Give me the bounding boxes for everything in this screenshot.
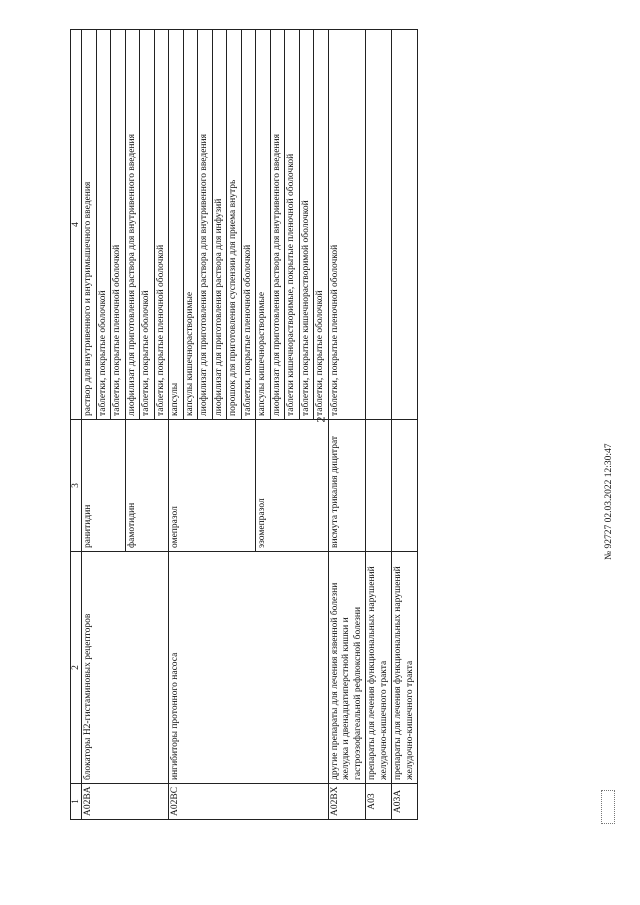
drug-table	[70, 29, 418, 820]
document-footer	[604, 444, 614, 560]
dosage-form: таблетки, покрытые оболочкой	[96, 30, 111, 420]
header-col-1: 1	[71, 784, 82, 820]
atc-code: A02BX	[328, 784, 366, 820]
header-col-2: 2	[71, 552, 82, 784]
atc-code: A02BA	[82, 784, 169, 820]
drug-name: висмута трикалия дицитрат	[328, 420, 366, 552]
dosage-form: лиофилизат для приготовления раствора для внутривенного введения	[125, 30, 140, 420]
group-name: другие препараты для лечения язвенной болезни желудка и двенадцатиперстной кишки и гастроэзофагеальной рефлюксной болезни	[328, 552, 366, 784]
table-row	[169, 30, 184, 820]
atc-code: A03A	[392, 784, 418, 820]
header-col-3: 3	[71, 420, 82, 552]
dosage-form: таблетки, покрытые оболочкой	[140, 30, 155, 420]
atc-code: A02BC	[169, 784, 329, 820]
drug-name: омепразол	[169, 420, 256, 552]
dosage-form	[392, 30, 418, 420]
table-row	[366, 30, 392, 820]
dosage-form: капсулы кишечнорастворимые	[183, 30, 198, 420]
dosage-form: таблетки, покрытые пленочной оболочкой	[241, 30, 256, 420]
group-name: блокаторы Н2-гистаминовых рецепторов	[82, 552, 169, 784]
group-name: ингибиторы протонного насоса	[169, 552, 329, 784]
dosage-form: порошок для приготовления суспензии для приема внутрь	[227, 30, 242, 420]
group-name: препараты для лечения функциональных нарушений желудочно-кишечного тракта	[366, 552, 392, 784]
dosage-form: таблетки, покрытые пленочной оболочкой	[154, 30, 169, 420]
drug-name: ранитидин	[82, 420, 126, 552]
table-row	[82, 30, 97, 820]
dosage-form: лиофилизат для приготовления раствора для внутривенного введения	[270, 30, 285, 420]
dosage-form: таблетки, покрытые оболочкой	[314, 30, 329, 420]
header-row	[71, 30, 82, 820]
page-number: 2	[313, 416, 328, 423]
atc-code: A03	[366, 784, 392, 820]
dosage-form: лиофилизат для приготовления раствора для инфузий	[212, 30, 227, 420]
header-col-4: 4	[71, 30, 82, 420]
doc-datetime: 02.03.2022 12:30:47	[604, 443, 614, 523]
drug-name	[392, 420, 418, 552]
drug-name	[366, 420, 392, 552]
dosage-form: капсулы	[169, 30, 184, 420]
drug-table-container	[70, 30, 520, 820]
dosage-form: таблетки, покрытые кишечнорастворимой оболочкой	[299, 30, 314, 420]
doc-number: № 92727	[604, 524, 614, 560]
dosage-form: таблетки, покрытые пленочной оболочкой	[328, 30, 366, 420]
drug-name: фамотидин	[125, 420, 169, 552]
table-row	[392, 30, 418, 820]
dosage-form: таблетки, покрытые пленочной оболочкой	[111, 30, 126, 420]
dosage-form: раствор для внутривенного и внутримышечного введения	[82, 30, 97, 420]
group-name: препараты для лечения функциональных нарушений желудочно-кишечного тракта	[392, 552, 418, 784]
table-row	[328, 30, 366, 820]
dosage-form: капсулы кишечнорастворимые	[256, 30, 271, 420]
drug-name: эзомепразол	[256, 420, 329, 552]
dosage-form: таблетки кишечнорастворимые, покрытые пленочной оболочкой	[285, 30, 300, 420]
stamp-mark	[601, 790, 615, 824]
dosage-form	[366, 30, 392, 420]
dosage-form: лиофилизат для приготовления раствора для внутривенного введения	[198, 30, 213, 420]
